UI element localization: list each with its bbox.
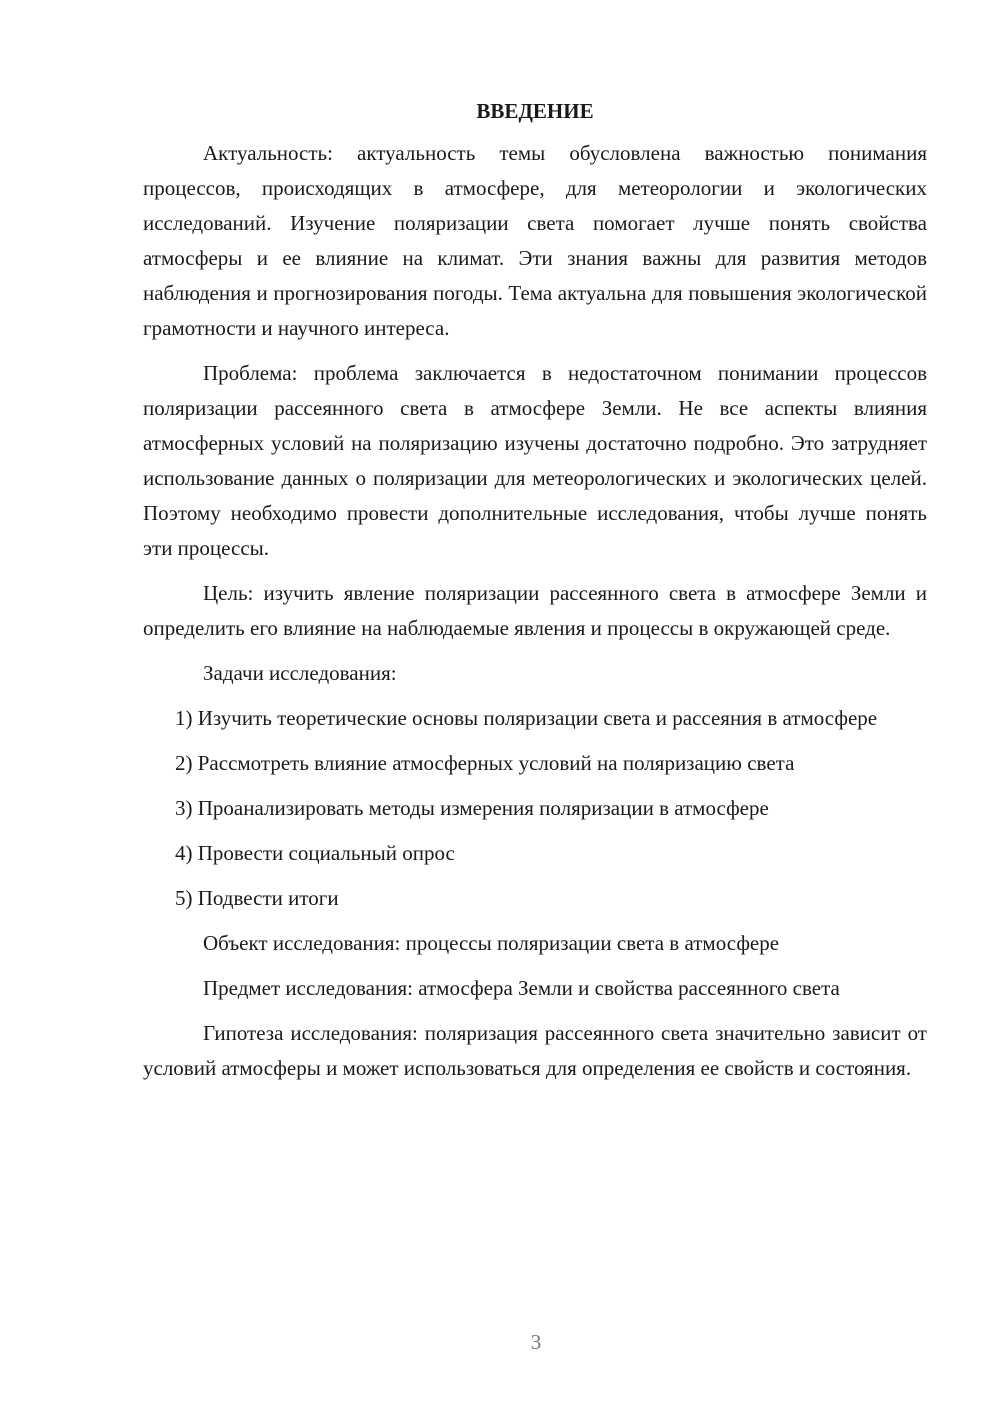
task-item-2: 2) Рассмотреть влияние атмосферных условий на поляризацию света [175, 751, 795, 775]
task-item-4: 4) Провести социальный опрос [175, 841, 455, 865]
task-item-1: 1) Изучить теоретические основы поляризации света и рассеяния в атмосфере [175, 706, 878, 730]
paragraph-goal: Цель: изучить явление поляризации рассеянного света в атмосфере Земли и определить его влияние на наблюдаемые явления и процессы в окружающей среде. [143, 581, 927, 640]
paragraph-problem: Проблема: проблема заключается в недостаточном понимании процессов поляризации рассеянного света в атмосфере Земли. Не все аспекты влияния атмосферных условий на поляризацию изучены достаточно подробно. Это затрудняет использование данных о поляризации для метеорологических и экологических целей. Поэтому необходимо провести дополнительные исследования, чтобы лучше понять эти процессы. [143, 361, 927, 560]
paragraph-subject: Предмет исследования: атмосфера Земли и свойства рассеянного света [203, 976, 840, 1000]
tasks-list [143, 701, 927, 916]
paragraph-relevance: Актуальность: актуальность темы обусловлена важностью понимания процессов, происходящих в атмосфере, для метеорологии и экологических исследований. Изучение поляризации света помогает лучше понять свойства атмосферы и ее влияние на климат. Эти знания важны для развития методов наблюдения и прогнозирования погоды. Тема актуальна для повышения экологической грамотности и научного интереса. [143, 141, 927, 340]
paragraph-hypothesis: Гипотеза исследования: поляризация рассеянного света значительно зависит от условий атмосферы и может использоваться для определения ее свойств и состояния. [143, 1021, 927, 1080]
task-item-5: 5) Подвести итоги [175, 886, 339, 910]
paragraph-object: Объект исследования: процессы поляризации света в атмосфере [203, 931, 780, 955]
document-page [143, 96, 927, 1096]
page-number: 3 [530, 1330, 542, 1354]
tasks-heading: Задачи исследования: [203, 661, 397, 685]
task-item-3: 3) Проанализировать методы измерения поляризации в атмосфере [175, 796, 769, 820]
page-title: ВВЕДЕНИЕ [476, 99, 594, 123]
